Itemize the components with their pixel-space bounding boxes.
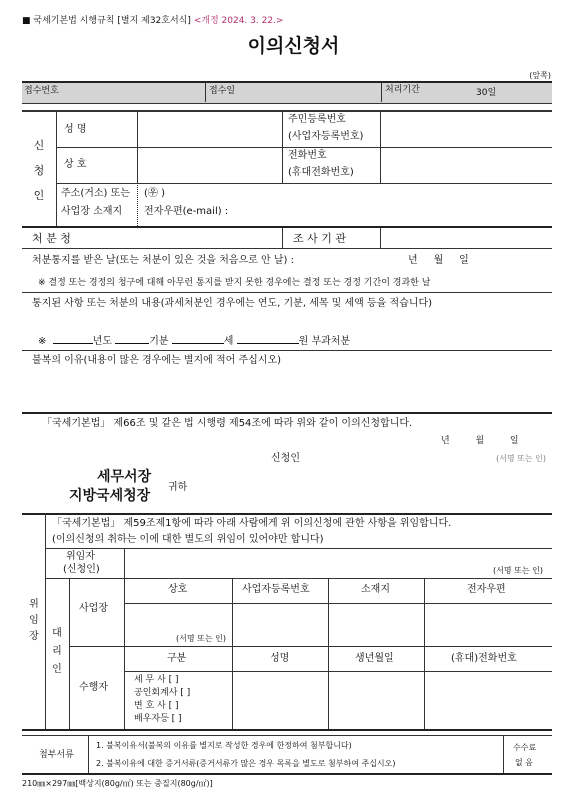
trade-name-label: 상 호 bbox=[64, 159, 87, 170]
business-header-trade-name: 상호 bbox=[168, 584, 188, 595]
addressee-tax-office: 세무서장 bbox=[97, 469, 152, 485]
notified-date-label: 처분통지를 받은 날(또는 처분이 있은 것을 처음으로 안 날) : bbox=[32, 255, 294, 266]
delegator-sign-note: (서명 또는 인) bbox=[493, 566, 543, 575]
address-label-line1: 주소(거소) 또는 bbox=[61, 188, 130, 199]
fee-label: 수수료 bbox=[513, 743, 537, 752]
processing-period-value: 30일 bbox=[476, 88, 497, 98]
business-header-email: 전자우편 bbox=[467, 584, 506, 595]
attachment-item-1: 1. 불복이유서(불복의 이유를 별지로 작성한 경우에 한정하여 첨부합니다) bbox=[96, 741, 352, 750]
declaration-applicant-label: 신청인 bbox=[271, 453, 300, 464]
regulation-header bbox=[22, 17, 283, 26]
delegator-label-line1: 위임자 bbox=[66, 551, 95, 562]
rrn-label-line2: (사업자등록번호) bbox=[288, 131, 364, 142]
business-sign-note: (서명 또는 인) bbox=[176, 634, 226, 643]
business-header-reg-no: 사업자등록번호 bbox=[242, 584, 310, 595]
paper-spec-footer: 210㎜×297㎜[백상지(80g/㎡) 또는 중질지(80g/㎡)] bbox=[22, 779, 213, 788]
declaration-text: 「국세기본법」 제66조 및 같은 법 시행령 제54조에 따라 위와 같이 이의신청합니다. bbox=[42, 418, 413, 429]
receipt-number-label: 접수번호 bbox=[24, 86, 59, 96]
investigator-label: 조 사 기 관 bbox=[293, 232, 346, 245]
disposition-content-label: 통지된 사항 또는 처분의 내용(과세처분인 경우에는 연도, 기분, 세목 및 세액 등을 적습니다) bbox=[32, 298, 433, 309]
name-label: 성 명 bbox=[64, 124, 87, 135]
delegation-text-line2: (이의신청의 취하는 이에 대한 별도의 위임이 있어야만 합니다) bbox=[52, 534, 324, 545]
appeal-reason-label: 불복의 이유(내용이 많은 경우에는 별지에 적어 주십시오) bbox=[32, 355, 282, 366]
receipt-bar bbox=[22, 81, 552, 104]
performer-header-category: 구분 bbox=[167, 653, 187, 664]
fee-value: 없 음 bbox=[515, 758, 533, 767]
address-label-line2: 사업장 소재지 bbox=[61, 206, 123, 217]
honorific: 귀하 bbox=[168, 482, 188, 493]
notified-date-units: 년 월 일 bbox=[408, 255, 469, 266]
revision-text: <개정 2024. 3. 22.> bbox=[193, 16, 284, 26]
tax-line: ※ 년도 기분 세 원 부과처분 bbox=[38, 336, 351, 347]
attachment-item-2: 2. 불복이유에 대한 증거서류(증거서류가 많은 경우 목록을 별도로 첨부하여 주십시오) bbox=[96, 759, 396, 768]
disposition-office-label: 처 분 청 bbox=[32, 232, 71, 245]
phone-label-line2: (휴대전화번호) bbox=[288, 167, 354, 178]
rrn-label-line1: 주민등록번호 bbox=[288, 114, 346, 125]
category-lawyer[interactable]: 변 호 사 [ ] bbox=[134, 701, 179, 711]
performer-header-phone: (휴대)전화번호 bbox=[451, 653, 517, 664]
delegation-text-line1: 「국세기본법」 제59조제1항에 따라 아래 사람에게 위 이의신청에 관한 사항을 위임합니다. bbox=[52, 518, 452, 529]
applicant-group-label: 신청인 bbox=[33, 139, 45, 202]
postal-code-field: (㉾ ) bbox=[144, 188, 165, 199]
category-spouse[interactable]: 배우자등 [ ] bbox=[134, 714, 182, 724]
processing-period-label: 처리기간 bbox=[385, 85, 420, 95]
agent-group-label: 대리인 bbox=[52, 628, 62, 675]
page-side-label: (앞쪽) bbox=[529, 71, 551, 80]
delegation-group-label: 위임장 bbox=[29, 599, 39, 642]
bullet-mark: ■ bbox=[22, 16, 31, 26]
email-label: 전자우편(e-mail) : bbox=[144, 206, 229, 217]
business-header-location: 소재지 bbox=[361, 584, 390, 595]
delegator-label-line2: (신청인) bbox=[63, 564, 100, 575]
phone-label-line1: 전화번호 bbox=[288, 150, 327, 161]
category-tax-accountant[interactable]: 세 무 사 [ ] bbox=[134, 675, 179, 685]
performer-label: 수행자 bbox=[79, 682, 108, 693]
declaration-sign-note: (서명 또는 인) bbox=[496, 454, 546, 463]
category-cpa[interactable]: 공인회계사 [ ] bbox=[134, 688, 191, 698]
declaration-date-units: 년 월 일 bbox=[441, 436, 519, 446]
performer-header-birthdate: 생년월일 bbox=[355, 653, 394, 664]
performer-header-name: 성명 bbox=[270, 653, 290, 664]
form-title: 이의신청서 bbox=[247, 35, 340, 57]
regulation-text: 국세기본법 시행규칙 [별지 제32호서식] bbox=[33, 16, 191, 26]
attachments-label: 첨부서류 bbox=[39, 750, 74, 760]
deadline-note: ※ 결정 또는 경정의 청구에 대해 아무런 통지를 받지 못한 경우에는 결정 또는 경정 기간이 경과한 날 bbox=[38, 278, 431, 288]
receipt-date-label: 접수일 bbox=[209, 86, 236, 96]
business-label: 사업장 bbox=[79, 603, 108, 614]
addressee-regional-office: 지방국세청장 bbox=[69, 488, 151, 504]
